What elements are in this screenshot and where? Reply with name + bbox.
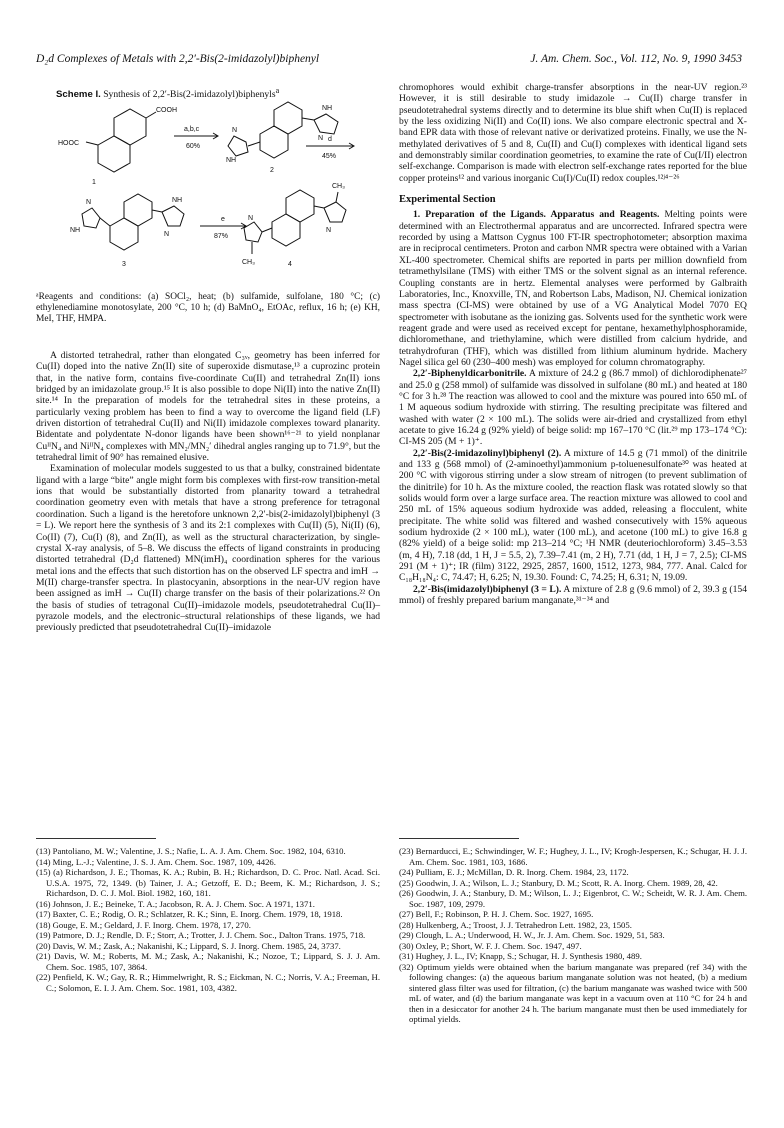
compound-2-ring-bottom [260,126,288,158]
compound-4-ring-top [286,190,314,222]
reference: (31) Hughey, J. L., IV; Knapp, S.; Schugar, H. J. Synthesis 1980, 489. [399,951,642,961]
compound-3-ring-top [124,194,152,226]
reference: (20) Davis, W. M.; Zask, A.; Nakanishi, K.; Lippard, S. J. Inorg. Chem. 1985, 24, 3737. [36,940,341,951]
label-ch3-4l: CH₃ [242,259,255,266]
scheme-label: Scheme I. [56,89,101,101]
label-n-2r: N [318,135,324,142]
reference: (29) Clough, L. A.; Underwood, H. W., Jr. J. Am. Chem. Soc. 1929, 51, 583. [399,930,665,940]
reference: (17) Baxter, C. E.; Rodig, O. R.; Schlatzer, R. K.; Sinn, E. Inorg. Chem. 1979, 18, 1918. [36,909,343,919]
synthesis-scheme [56,98,366,288]
paragraph: 1. Preparation of the Ligands. Apparatus and Reagents. Melting points were determined with an Electrothermal apparatus and are uncorrected. Infrared spectra were recorded by using a Mattson Cygnus 100 FT-IR spectrophotometer; absorption maxima are in reciprocal centimeters. Proton and carbon NMR spectra were obtained with a Varian XL-400 spectrometer. Chemical shifts are reported in parts per million downfield from tetramethylsilane (TMS) with either TMS or the solvent signal as an internal reference. Coupling constants are in hertz. Elemental analyses were performed by Galbraith Laboratories, Inc., Knoxville, TN, and Robertson Labs, Madison, NJ. Chemical ionization mass spectra (CI-MS) were obtained by use of a VG Analytical Model 7070 EQ spectrometer with isobutane as the ionizing gas. Solvents used for the synthetic work were reagent grade and were used as received except for pentane, hexamethylphosphoramide, dichloromethane, and triethylamine, which were distilled from calcium hydride, and tetrahydrofuran (THF), which was distilled from lithium aluminum hydride. Machery Nagel silica gel 60 (230–400 mesh) was employed for column chromatography. [399,209,747,368]
paragraph-head: 2,2′-Biphenyldicarbonitrile. [413,368,527,380]
compound-number-1: 1 [92,179,96,186]
scheme-title: Scheme I. Synthesis of 2,2′-Bis(2-imidazolyl)biphenyls$^a$ [56,86,280,101]
compound-number-4: 4 [288,261,292,268]
running-header-right: J. Am. Chem. Soc., Vol. 112, No. 9, 1990 3453 [530,53,742,65]
running-header-left: D₂d Complexes of Metals with 2,2′-Bis(2-imidazolyl)biphenyl [36,53,320,65]
reference: (14) Ming, L.-J.; Valentine, J. S. J. Am. Chem. Soc. 1987, 109, 4426. [36,856,276,867]
paragraph: 2,2′-Biphenyldicarbonitrile. A mixture of 24.2 g (86.7 mmol) of dichlorodiphenate²⁷ and 25.0 g (258 mmol) of sulfamide was dissolved in sulfolane (80 mL) and heated at 180 °C for 3 h.²⁸ The reaction was allowed to cool and the mixture was poured into 650 mL of 1 M aqueous sodium hydroxide with stirring. The resulting precipitate was filtered and washed with water (2 × 100 mL). The solids were air-dried and crystallized from ethyl acetate to give 16.24 g (92% yield) of beige solid: mp 167–170 °C (lit.²⁹ mp 173–174 °C): CI-MS 205 (M + 1)⁺. [399,368,747,448]
paragraph: A distorted tetrahedral, rather than elongated C₃ᵥ, geometry has been inferred for Cu(II) doped into the native Zn(II) site of superoxide dismutase,¹³ a cuprozinc protein that, in the native form, contains five-coordinate Cu(II) and tetrahedral Zn(II) ions bridged by an imidazolate group.¹⁵ It is also possible to dope Ni(II) into the native Zn(II) site.¹⁴ In the preparation of models for the tetrahedral sites in these proteins, a particularly vexing problem has been to find a way to overcome the ligand field (LF) driven distortion of tetrahedral Cu(II) and Ni(II) imidazole complexes toward planarity. Bidentate and polydentate N-donor ligands have been shown¹⁶⁻²¹ to yield nonplanar CuᴵᴵN₄ and NiᴵᴵN₄ complexes with MN₂/MN₂′ dihedral angles ranging up to 71.9°, but the tetrahedral limit of 90° has remained elusive. [36,350,380,464]
paragraph-head: 1. Preparation of the Ligands. Apparatus and Reagents. [413,209,660,221]
compound-2-ring-top [274,102,302,134]
label-nh-2l: NH [226,157,237,164]
paragraph-head: 2,2′-Bis(2-imidazolinyl)biphenyl (2). [413,447,562,459]
reference: (21) Davis, W. M.; Roberts, M. M.; Zask, A.; Nakanishi, K.; Nozoe, T.; Lippard, S. J. J. Am. Chem. Soc. 1985, 107, 3864. [36,951,380,972]
reference: (27) Bell, F.; Robinson, P. H. J. Chem. Soc. 1927, 1695. [399,909,594,919]
compound-3-imidazole-left [82,208,100,228]
label-cooh: COOH [156,107,177,114]
label-yield-60: 60% [186,143,201,150]
label-yield-87: 87% [214,233,229,240]
paragraph: Examination of molecular models suggested to us that a bulky, constrained bidentate ligand with a large “bite” angle might form bis complexes with first-row transition-metal ions that would be substantially distorted from planarity toward a tetrahedral coordination geometry even with metals that have a strong preference for tetragonal coordination. Such a ligand is the heretofore unknown 2,2′-bis(2-imidazolyl)biphenyl (3 = L). We report here the synthesis of 3 and its 2:1 complexes with Cu(II) (5), Ni(II) (6), Co(II) (7), Cu(I) (8), and Zn(II), as well as the structural characterization, by single-crystal X-ray analysis, of 5–8. We discuss the effects of ligand constraints in producing distorted tetrahedral (D₂d flattened) MN(imH)₄ coordination spheres for the various metal ions and the effects that such distortion has on the observed LF spectra and imH → M(II) charge-transfer spectra. In plastocyanin, absorptions in the near-UV region have been assigned as imH → Cu(II) charge transfer on the basis of their polarizations.²² On the basis of studies of tetragonal Cu(II)–imidazole models, pseudotetrahedral Cu(II)–pyrazole models, and the electronic–structural relationships of these ligands, we had previously predicted that pseudotetrahedral Cu(II)–imidazole [36,463,380,634]
reference: (15) (a) Richardson, J. E.; Thomas, K. A.; Rubin, B. H.; Richardson, D. C. Proc. Natl. Acad. Sci. U.S.A. 1975, 72, 1349. (b) Tainer, J. A.; Getzoff, E. D.; Beem, K. M.; Richardson, J. S.; Richardson, D. C. J. Mol. Biol. 1982, 160, 181. [36,867,380,898]
label-nh-2r: NH [322,105,333,112]
compound-2-imidazoline-right [314,114,338,134]
compound-2-imidazoline-left [228,136,248,156]
footnote-rule-left [36,838,156,839]
label-yield-45: 45% [322,153,337,160]
footnote-rule-right [399,838,519,839]
reference: (23) Bernarducci, E.; Schwindinger, W. F.; Hughey, J. L., IV; Krogh-Jespersen, K.; Schugar, H. J. J. Am. Chem. Soc. 1981, 103, 1686. [399,846,747,867]
reference: (30) Oxley, P.; Short, W. F. J. Chem. Soc. 1947, 497. [399,940,582,951]
references-right [399,846,747,1025]
reference: (16) Johnson, J. E.; Beineke, T. A.; Jacobson, R. A. J. Chem. Soc. A 1971, 1371. [36,898,315,909]
paragraph: 2,2′-Bis(2-imidazolinyl)biphenyl (2). A mixture of 14.5 g (71 mmol) of the dinitrile and 133 g (568 mmol) of (2-aminoethyl)ammonium p-toluenesulfonate³⁰ was heated at 200 °C with vigorous stirring under a slow stream of nitrogen (to prevent sublimation of the dinitrile) for 10 h. As the mixture cooled, the reaction flask was rotated slowly so that solids would form over a large surface area. The reaction mixture was allowed to cool and 250 mL of 15% aqueous sodium hydroxide was added, releasing a flocculent, white precipitate. The white solid was filtered and washed consecutively with 15% aqueous sodium hydroxide (2 × 100 mL), water (100 mL), and acetone (100 mL) to give 16.8 g (82% yield) of a beige solid: mp 213–214 °C; ¹H NMR (deuteriochloroform) 3.45–3.53 (m, 4 H), 7.18 (dd, 1 H, J = 5.5, 2), 7.39–7.41 (m, 2 H), 7.71 (dd, 1 H, J = 7, 2.5); CI-MS 291 (M + 1)⁺; IR (film) 3122, 2925, 2857, 1600, 1512, 1273, 984, 777. Anal. Calcd for C₁₈H₁₈N₄: C, 74.47; H, 6.25; N, 19.30. Found: C, 74.25; H, 6.31; N, 19.09. [399,447,748,584]
reference: (22) Penfield, K. W.; Gay, R. R.; Himmelwright, R. S.; Eickman, N. C.; Norris, V. A.; Freeman, H. C.; Solomon, E. I. J. Am. Chem. Soc. 1981, 103, 4382. [36,972,380,993]
scheme-footnote: ᵃReagents and conditions: (a) SOCl₂, heat; (b) sulfamide, sulfolane, 180 °C; (c) ethylenediamine monotosylate, 200 °C, 10 h; (d) BaMnO₄, EtOAc, reflux, 16 h; (e) KH, MeI, THF, HMPA. [36,292,380,325]
reference: (28) Hulkenberg, A.; Troost, J. J. Tetrahedron Lett. 1982, 23, 1505. [399,919,632,930]
label-n-4l: N [248,215,254,222]
compound-number-3: 3 [122,261,126,268]
label-n-2l: N [232,127,238,134]
paragraph-head: 2,2′-Bis(imidazolyl)biphenyl (3 = L). [413,583,562,595]
reference: (13) Pantoliano, M. W.; Valentine, J. S.; Nafie, L. A. J. Am. Chem. Soc. 1982, 104, 6310. [36,846,346,856]
reference: (32) Optimum yields were obtained when the barium manganate was prepared (ref 34) with the following changes: (a) the aqueous barium manganate solution was not heated, (b) a medium sintered glass filter was used for filtration, (c) the barium manganate was washed twice with 500 mL of water, and (d) the barium manganate was kept in a vacuum oven at 110 °C for 24 h and then in a desiccator for another 24 h. The barium manganate must then be used immediately for optimal yields. [399,961,747,1024]
compound-3-ring-bottom [110,218,138,250]
label-ch3-4r: CH₃ [332,183,345,190]
compound-1-ring-top [114,109,146,145]
scheme-caption: Synthesis of 2,2′-Bis(2-imidazolyl)biphenyls [103,89,276,101]
paragraph: chromophores would exhibit charge-transfer absorptions in the near-UV region.²³ However, it is still desirable to study imidazole → Cu(II) charge transfer in pseudotetrahedral systems directly and to determine its blue shift when Cu(II) is replaced by the less oxidizing Ni(II) and Co(II) ions. We also compare electronic spectral and X-band EPR data with those of relevant native or derivatized proteins. Finally, we use the N-methylated derivatives of 5 and 8, Cu(II) and Cu(I) complexes with identical ligand sets and demonstrably similar coordination geometries, to examine the rate of Cu(I/II) electron self-exchange. Comparison is made with electron self-exchange rates reported for the blue copper proteins¹² and various inorganic Cu(I)/Cu(II) redox couples.¹²ʲ⁴⁻²⁶ [399,82,747,184]
compound-4-imidazole-left [244,222,262,242]
label-step-d: d [328,136,332,143]
reference: (26) Goodwin, J. A.; Stanbury, D. M.; Wilson, L. J.; Eigenbrot, C. W.; Scheidt, W. R. J. Am. Chem. Soc. 1987, 109, 2979. [399,888,747,909]
left-column [36,350,380,634]
compound-4-imidazole-right [324,202,346,222]
label-step-e: e [221,216,225,223]
compound-3-imidazole-right [162,206,184,226]
paragraph: 2,2′-Bis(imidazolyl)biphenyl (3 = L). A mixture of 2.8 g (9.6 mmol) of 2, 39.3 g (154 mmol) of freshly prepared barium manganate,³¹⁻³⁴ and [399,583,747,607]
label-nh-3r: NH [172,197,183,204]
compound-4-ring-bottom [272,214,300,246]
reference: (18) Gouge, E. M.; Geldard, J. F. Inorg. Chem. 1978, 17, 270. [36,919,251,930]
label-n-3l: N [86,199,92,206]
references-left [36,846,380,993]
label-step-abc: a,b,c [184,126,200,133]
section-heading: Experimental Section [399,194,496,206]
label-n-3r: N [164,231,170,238]
right-column [399,82,747,606]
reference: (24) Pulliam, E. J.; McMillan, D. R. Inorg. Chem. 1984, 23, 1172. [399,867,629,877]
label-n-4r: N [326,227,332,234]
compound-1-ring-bottom [98,136,130,172]
compound-number-2: 2 [270,167,274,174]
reference: (19) Patmore, D. J.; Rendle, D. F.; Storr, A.; Trotter, J. J. Chem. Soc., Dalton Trans. 1975, 718. [36,930,366,940]
label-hooc: HOOC [58,140,79,147]
reference: (25) Goodwin, J. A.; Wilson, L. J.; Stanbury, D. M.; Scott, R. A. Inorg. Chem. 1989, 28, 42. [399,877,718,888]
label-nh-3l: NH [70,227,81,234]
